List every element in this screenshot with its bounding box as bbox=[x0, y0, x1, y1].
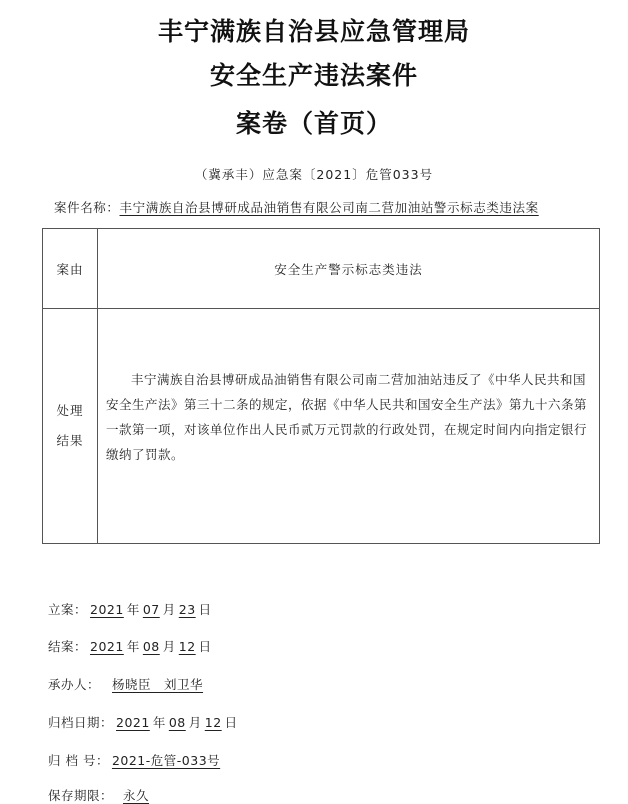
agency-title: 丰宁满族自治县应急管理局 bbox=[157, 17, 470, 46]
filed-label: 立案： bbox=[48, 602, 88, 617]
closed-label: 结案： bbox=[48, 639, 88, 654]
archive-month: 08 bbox=[168, 715, 186, 730]
year-unit: 年 bbox=[126, 639, 140, 654]
month-unit: 月 bbox=[162, 639, 176, 654]
archive-date-label: 归档日期： bbox=[48, 715, 114, 730]
case-name-label: 案件名称： bbox=[54, 200, 120, 215]
result-row bbox=[43, 309, 600, 544]
case-name-value: 丰宁满族自治县博研成品油销售有限公司南二营加油站警示标志类违法案 bbox=[119, 200, 539, 215]
retention-row bbox=[48, 786, 159, 804]
reason-label: 案由 bbox=[43, 229, 98, 309]
year-unit: 年 bbox=[126, 602, 140, 617]
case-record-table bbox=[42, 228, 600, 544]
day-unit: 日 bbox=[198, 602, 212, 617]
result-label-line2: 结果 bbox=[56, 433, 84, 448]
year-unit: 年 bbox=[152, 715, 166, 730]
archive-day: 12 bbox=[204, 715, 222, 730]
closed-date-row bbox=[48, 637, 212, 655]
filed-month: 07 bbox=[142, 602, 160, 617]
handlers-names: 杨晓臣 刘卫华 bbox=[112, 677, 204, 692]
result-label-line1: 处理 bbox=[56, 403, 84, 418]
retention-label: 保存期限： bbox=[48, 788, 114, 803]
handlers-label: 承办人： bbox=[48, 677, 101, 692]
reason-row bbox=[43, 229, 600, 309]
result-value bbox=[98, 309, 600, 544]
page-title: 案卷（首页） bbox=[235, 109, 392, 138]
closed-year: 2021 bbox=[90, 639, 124, 654]
archive-number-label: 归 档 号： bbox=[48, 753, 109, 768]
archive-date-row bbox=[48, 713, 238, 731]
result-text: 丰宁满族自治县博研成品油销售有限公司南二营加油站违反了《中华人民共和国安全生产法》第三十二条的规定，依据《中华人民共和国安全生产法》第九十六条第一款第一项，对该单位作出人民币贰万元罚款的行政处罚，在规定时间内向指定银行缴纳了罚款。 bbox=[106, 372, 588, 462]
closed-month: 08 bbox=[142, 639, 160, 654]
filed-date-row bbox=[48, 600, 212, 618]
closed-day: 12 bbox=[178, 639, 196, 654]
document-category-title: 安全生产违法案件 bbox=[209, 61, 418, 90]
handlers-row bbox=[48, 675, 211, 693]
result-label bbox=[43, 309, 98, 544]
filed-year: 2021 bbox=[90, 602, 124, 617]
archive-year: 2021 bbox=[116, 715, 150, 730]
case-name-row bbox=[54, 198, 539, 216]
archive-number-value: 2021-危管-033号 bbox=[111, 753, 221, 768]
document-number: （冀承丰）应急案〔2021〕危管033号 bbox=[194, 167, 434, 182]
day-unit: 日 bbox=[198, 639, 212, 654]
filed-day: 23 bbox=[178, 602, 196, 617]
month-unit: 月 bbox=[188, 715, 202, 730]
retention-value: 永久 bbox=[123, 788, 150, 803]
archive-number-row bbox=[48, 751, 223, 769]
month-unit: 月 bbox=[162, 602, 176, 617]
reason-value: 安全生产警示标志类违法 bbox=[98, 229, 600, 309]
day-unit: 日 bbox=[224, 715, 238, 730]
